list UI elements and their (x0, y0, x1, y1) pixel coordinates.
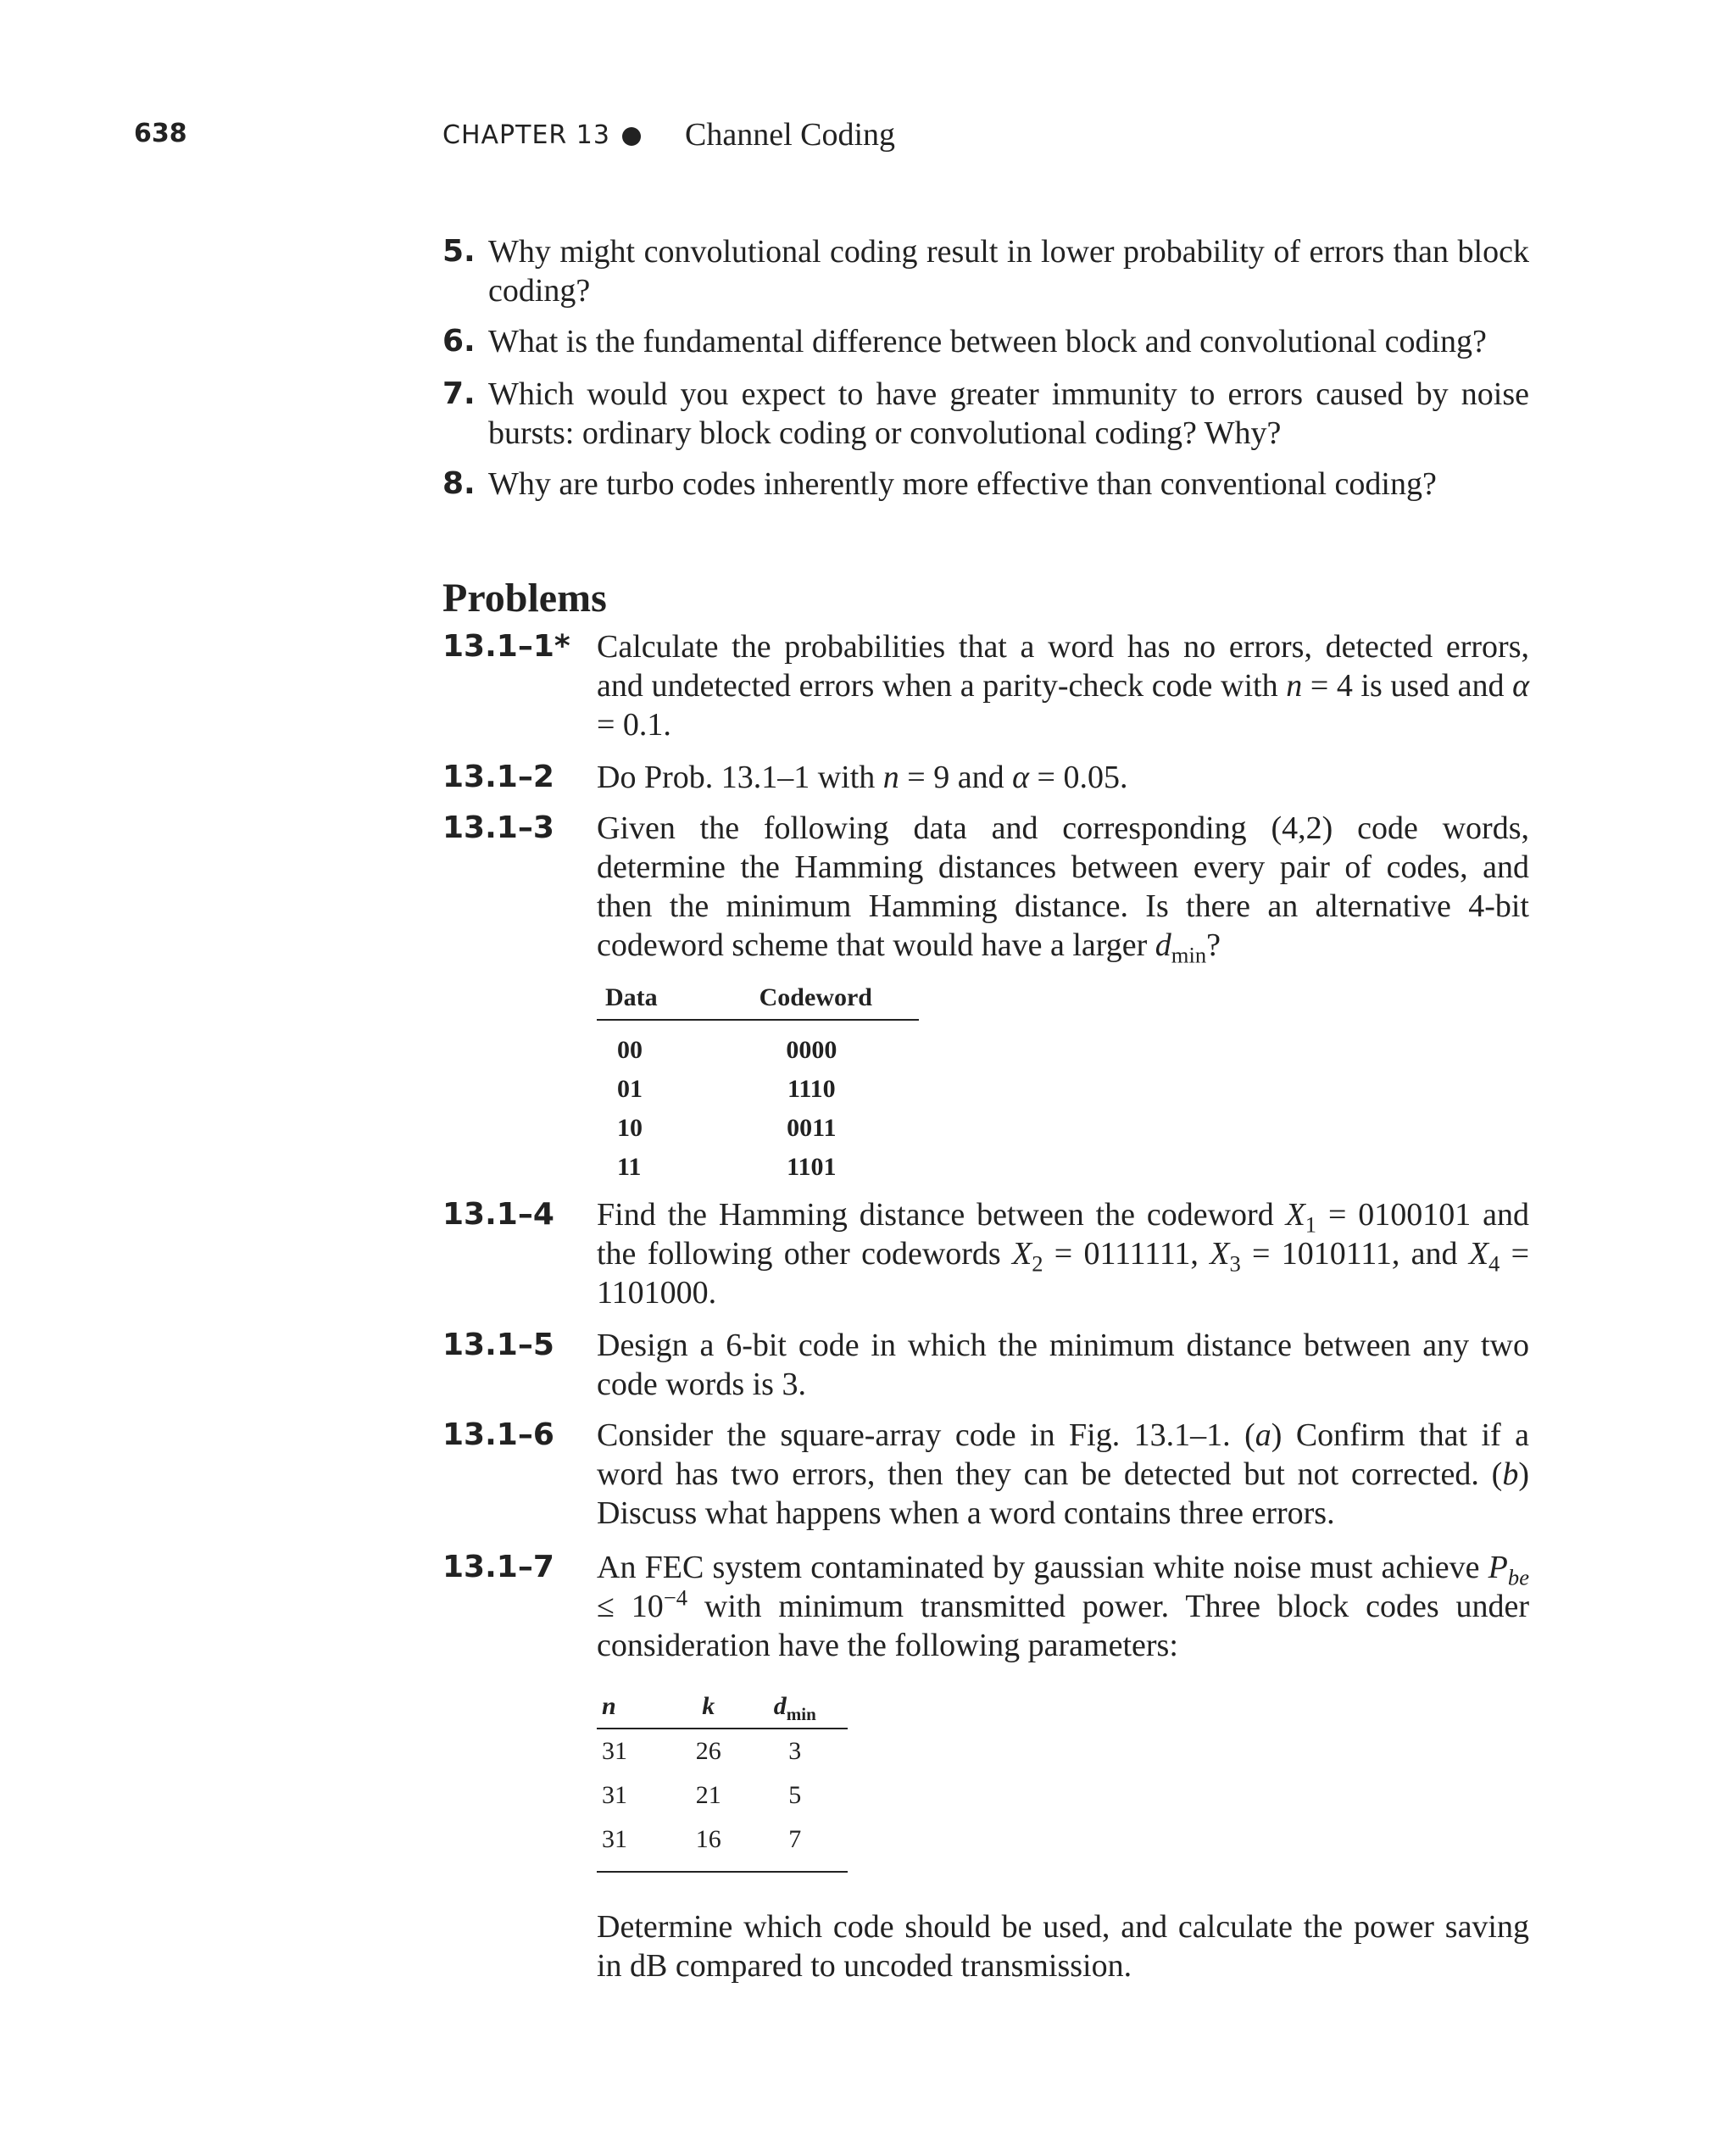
chapter-label: CHAPTER 13 (442, 120, 610, 150)
problem-13-1-3 (442, 809, 1529, 968)
problem-text: Given the following data and corresponding (4,2) code words, determine the Hamming distances between every pair of codes, and then the minimum Hamming distance. Is there an alternative 4-bit codeword scheme that would have a larger $d_{min}$? (597, 810, 1529, 968)
question-number: 7. (442, 376, 476, 411)
table-row: 00 0000 (617, 1036, 837, 1064)
chapter-title: Channel Coding (685, 117, 896, 153)
problem-text: Calculate the probabilities that a word has no errors, detected errors, and undetected errors when a parity-check code with n = 4 is used and α = 0.1. (597, 629, 1530, 743)
problem-13-1-1 (442, 627, 1529, 744)
question-text: What is the fundamental difference between block and convolutional coding? (488, 324, 1487, 359)
problem-13-1-7-continuation (442, 1907, 1529, 1985)
question-number: 6. (442, 324, 476, 359)
question-text: Why might convolutional coding result in lower probability of errors than block coding? (488, 234, 1529, 309)
problem-13-1-5 (442, 1326, 1529, 1404)
problem-text: Design a 6-bit code in which the minimum distance between any two code words is 3. (597, 1328, 1529, 1402)
problem-text: An FEC system contaminated by gaussian white noise must achieve $P_{be} \le 10^{-4}$ with minimum transmitted power. Three block codes under consideration have the following parameters: (597, 1550, 1530, 1663)
table-row: 31 26 3 (602, 1737, 802, 1765)
question-item (442, 465, 1529, 504)
column-header: k (675, 1692, 743, 1729)
table-row: 31 21 5 (602, 1781, 802, 1809)
problem-13-1-6 (442, 1416, 1529, 1533)
problem-text: Find the Hamming distance between the codeword $X_1 = 0100101$ and the following other codewords $X_2 = 0111111$, $X_3 = 1010111$, and $X_4 = 1101000$. (597, 1197, 1530, 1311)
problem-number: 13.1–7 (442, 1550, 554, 1584)
question-text: Which would you expect to have greater immunity to errors caused by noise bursts: ordinary block coding or convolutional coding? Why? (488, 376, 1529, 451)
codeword-table (597, 983, 919, 1187)
problem-number: 13.1–3 (442, 810, 554, 845)
block-code-table (597, 1692, 848, 1873)
table-row: 10 0011 (617, 1114, 837, 1142)
table-row: 01 1110 (617, 1075, 836, 1103)
problem-number: 13.1–1* (442, 629, 570, 664)
question-number: 5. (442, 234, 476, 269)
question-item (442, 232, 1529, 310)
problem-number: 13.1–4 (442, 1197, 554, 1232)
table-row: 31 16 7 (602, 1825, 802, 1853)
page-number: 638 (134, 119, 187, 148)
problem-number: 13.1–2 (442, 760, 554, 794)
section-heading: Problems (442, 576, 607, 621)
question-item (442, 375, 1529, 453)
problem-number: 13.1–6 (442, 1417, 554, 1452)
problem-13-1-4 (442, 1195, 1529, 1312)
column-header: n (597, 1692, 675, 1729)
problem-text: Do Prob. 13.1–1 with n = 9 and α = 0.05. (597, 760, 1128, 795)
table-row: 11 1101 (617, 1153, 837, 1181)
problem-13-1-2 (442, 758, 1529, 797)
problem-text: Determine which code should be used, and calculate the power saving in dB compared to uncoded transmission. (597, 1909, 1529, 1984)
column-header: $d_{min}$ (743, 1692, 848, 1729)
question-number: 8. (442, 466, 476, 501)
problem-number: 13.1–5 (442, 1328, 554, 1362)
question-text: Why are turbo codes inherently more effective than conventional coding? (488, 466, 1437, 502)
problem-text: Consider the square-array code in Fig. 13.1–1. (a) Confirm that if a word has two errors, then they can be detected but not corrected. (b) Discuss what happens when a word contains three errors. (597, 1417, 1529, 1531)
question-item (442, 322, 1529, 361)
problem-13-1-7 (442, 1548, 1529, 1665)
bullet-icon (622, 127, 641, 146)
column-header: Codeword (704, 983, 919, 1020)
column-header: Data (597, 983, 704, 1020)
